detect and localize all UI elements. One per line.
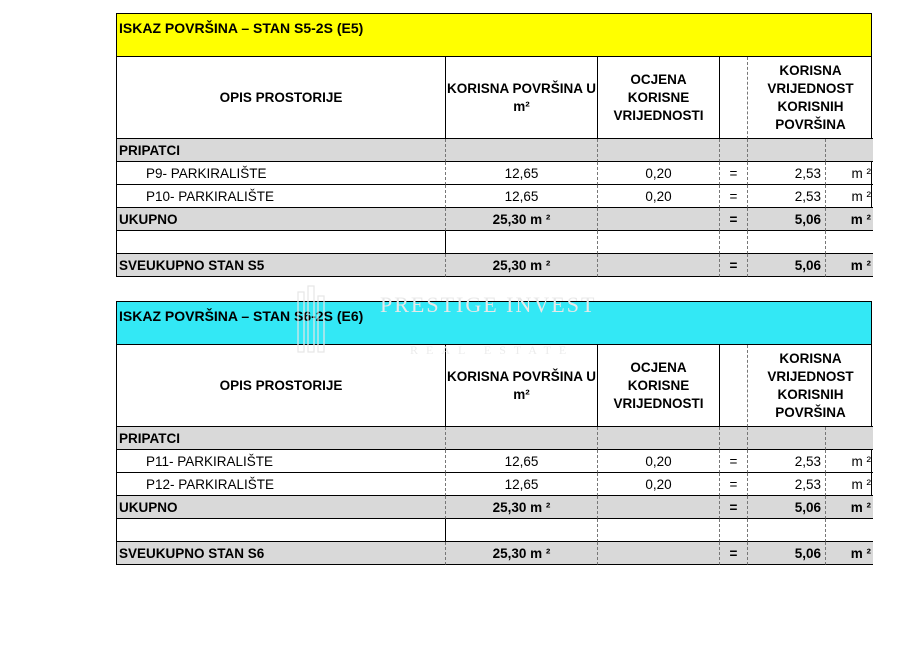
area-table-s6 <box>116 301 872 565</box>
total-value: 5,06 <box>748 208 826 231</box>
grand-total-label: SVEUKUPNO STAN S5 <box>117 254 446 277</box>
grand-total-area: 25,30 m ² <box>446 542 598 565</box>
table-title: ISKAZ POVRŠINA – STAN S6-2S (E6) <box>116 301 872 345</box>
room-value: 2,53 <box>748 162 826 185</box>
equals-sign: = <box>720 208 748 231</box>
header-vrijednost: KORISNA VRIJEDNOST KORISNIH POVRŠINA <box>748 345 873 427</box>
section-label: PRIPATCI <box>117 427 446 450</box>
watermark-text: PRESTIGE INVEST <box>380 292 597 317</box>
header-vrijednost: KORISNA VRIJEDNOST KORISNIH POVRŠINA <box>748 57 873 139</box>
table-header <box>116 57 872 139</box>
unit: m ² <box>826 185 873 208</box>
table-row-grand-total <box>116 542 872 565</box>
header-korisna: KORISNA POVRŠINA U m² <box>446 57 598 139</box>
table-row-total <box>116 496 872 519</box>
room-area: 12,65 <box>446 185 598 208</box>
table-row-section <box>116 139 872 162</box>
room-name: P9- PARKIRALIŠTE <box>117 162 446 185</box>
unit: m ² <box>826 450 873 473</box>
header-spacer <box>720 345 748 427</box>
table-row-total <box>116 208 872 231</box>
unit: m ² <box>826 208 873 231</box>
table-row-grand-total <box>116 254 872 277</box>
total-label: UKUPNO <box>117 208 446 231</box>
unit: m ² <box>826 473 873 496</box>
equals-sign: = <box>720 254 748 277</box>
room-name: P12- PARKIRALIŠTE <box>117 473 446 496</box>
equals-sign: = <box>720 473 748 496</box>
header-spacer <box>720 57 748 139</box>
room-name: P11- PARKIRALIŠTE <box>117 450 446 473</box>
watermark-subtext: REAL ESTATE <box>410 343 575 357</box>
room-factor: 0,20 <box>598 473 720 496</box>
table-row-empty <box>116 231 872 254</box>
equals-sign: = <box>720 542 748 565</box>
table-row <box>116 473 872 496</box>
table-row-section <box>116 427 872 450</box>
table-title: ISKAZ POVRŠINA – STAN S5-2S (E5) <box>116 13 872 57</box>
area-table-s5 <box>116 13 872 277</box>
table-row <box>116 162 872 185</box>
table-row <box>116 185 872 208</box>
total-label: UKUPNO <box>117 496 446 519</box>
grand-total-area: 25,30 m ² <box>446 254 598 277</box>
room-value: 2,53 <box>748 473 826 496</box>
section-label: PRIPATCI <box>117 139 446 162</box>
grand-total-label: SVEUKUPNO STAN S6 <box>117 542 446 565</box>
unit: m ² <box>826 162 873 185</box>
equals-sign: = <box>720 185 748 208</box>
equals-sign: = <box>720 496 748 519</box>
room-area: 12,65 <box>446 450 598 473</box>
grand-total-value: 5,06 <box>748 542 826 565</box>
header-opis: OPIS PROSTORIJE <box>117 345 446 427</box>
unit: m ² <box>826 496 873 519</box>
table-row <box>116 450 872 473</box>
unit: m ² <box>826 542 873 565</box>
unit: m ² <box>826 254 873 277</box>
table-header <box>116 345 872 427</box>
room-name: P10- PARKIRALIŠTE <box>117 185 446 208</box>
header-opis: OPIS PROSTORIJE <box>117 57 446 139</box>
total-area: 25,30 m ² <box>446 208 598 231</box>
room-factor: 0,20 <box>598 450 720 473</box>
equals-sign: = <box>720 450 748 473</box>
room-value: 2,53 <box>748 450 826 473</box>
room-factor: 0,20 <box>598 185 720 208</box>
header-ocjena: OCJENA KORISNE VRIJEDNOSTI <box>598 57 720 139</box>
total-area: 25,30 m ² <box>446 496 598 519</box>
room-area: 12,65 <box>446 473 598 496</box>
total-value: 5,06 <box>748 496 826 519</box>
equals-sign: = <box>720 162 748 185</box>
room-area: 12,65 <box>446 162 598 185</box>
grand-total-value: 5,06 <box>748 254 826 277</box>
header-korisna: KORISNA POVRŠINA U m² <box>446 345 598 427</box>
table-row-empty <box>116 519 872 542</box>
room-value: 2,53 <box>748 185 826 208</box>
room-factor: 0,20 <box>598 162 720 185</box>
header-ocjena: OCJENA KORISNE VRIJEDNOSTI <box>598 345 720 427</box>
